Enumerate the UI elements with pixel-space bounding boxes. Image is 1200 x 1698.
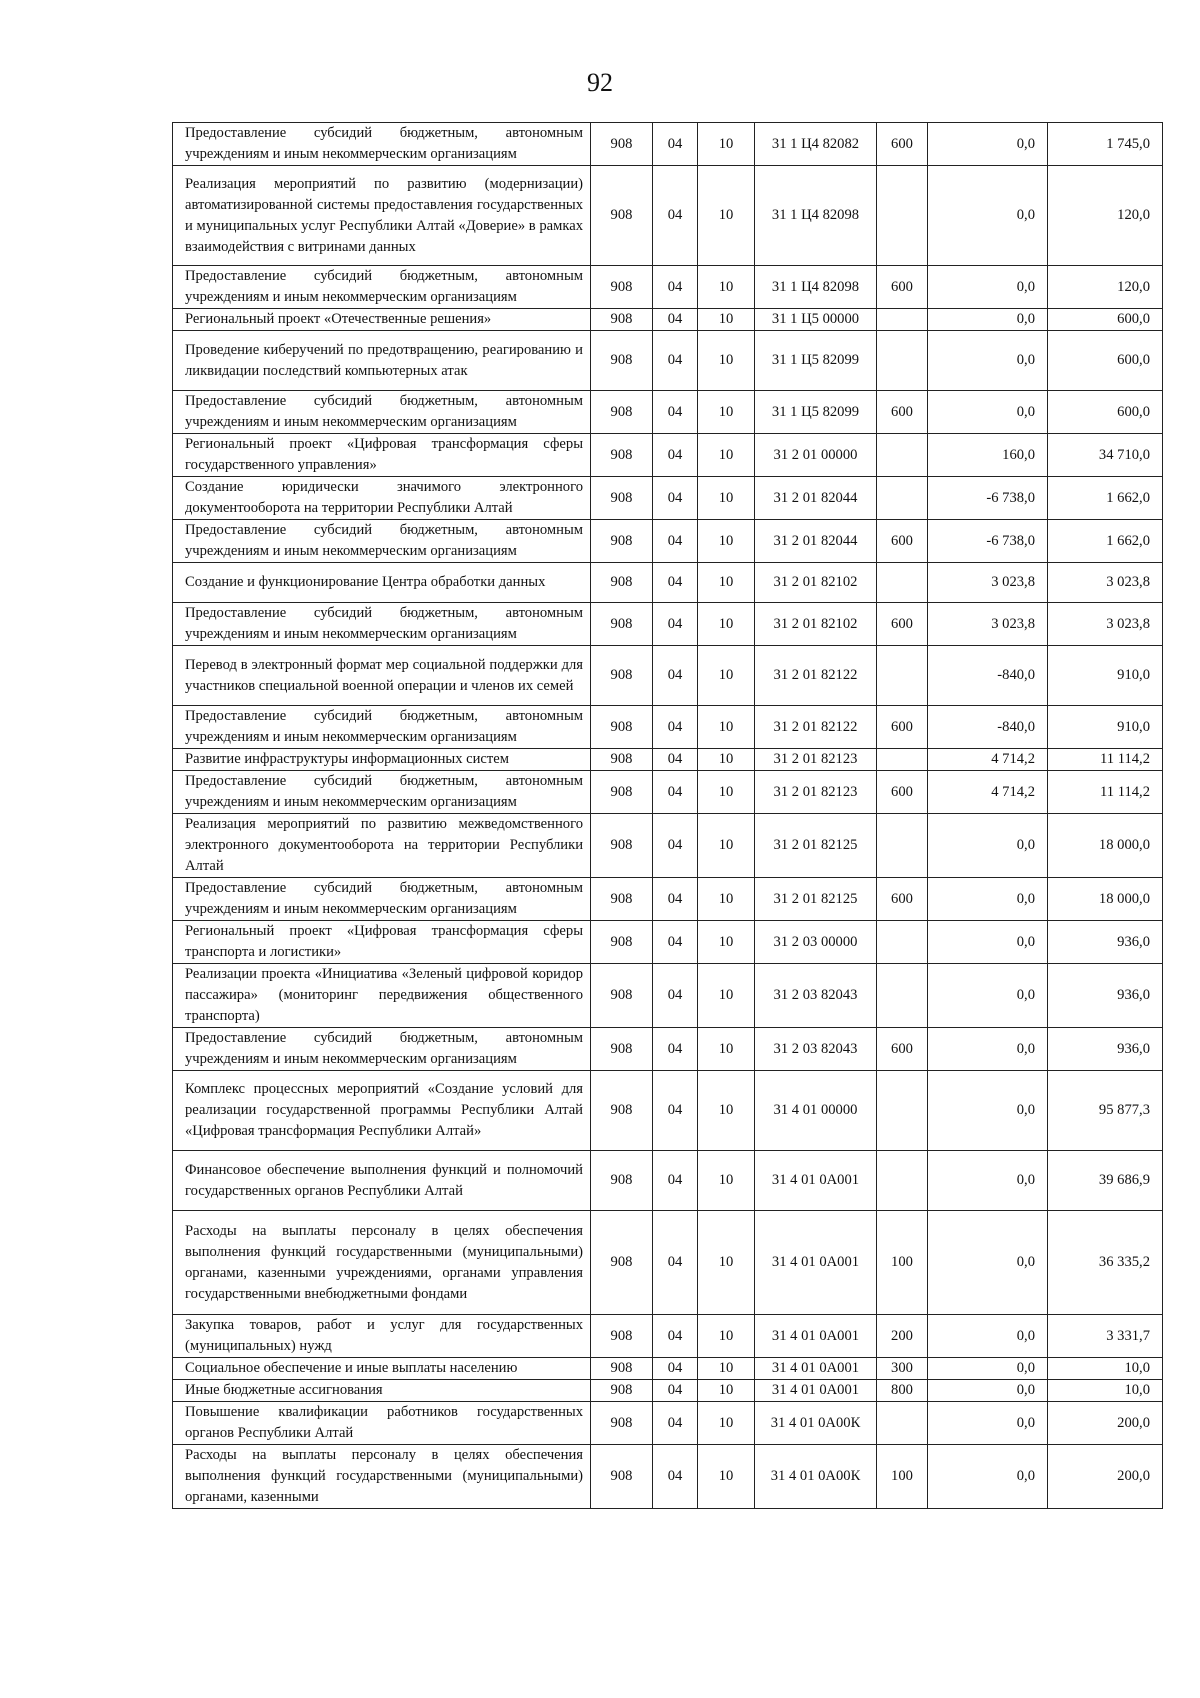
subsection-code-cell: 10 bbox=[698, 477, 755, 520]
ministry-code-cell: 908 bbox=[591, 309, 653, 331]
subsection-code-cell: 10 bbox=[698, 1028, 755, 1071]
target-article-cell: 31 1 Ц5 82099 bbox=[755, 331, 877, 391]
target-article-cell: 31 1 Ц4 82082 bbox=[755, 123, 877, 166]
section-code-cell: 04 bbox=[653, 1445, 698, 1509]
target-article-cell: 31 2 01 82123 bbox=[755, 749, 877, 771]
target-article-cell: 31 2 01 82123 bbox=[755, 771, 877, 814]
ministry-code-cell: 908 bbox=[591, 878, 653, 921]
row-name-cell: Предоставление субсидий бюджетным, автономным учреждениям и иным некоммерческим организациям bbox=[173, 706, 591, 749]
page-number: 92 bbox=[587, 68, 613, 97]
row-name-cell: Повышение квалификации работников государственных органов Республики Алтай bbox=[173, 1402, 591, 1445]
ministry-code-cell: 908 bbox=[591, 166, 653, 266]
row-name-cell: Предоставление субсидий бюджетным, автономным учреждениям и иным некоммерческим организациям bbox=[173, 520, 591, 563]
table-row bbox=[173, 331, 1163, 391]
table-row bbox=[173, 434, 1163, 477]
ministry-code-cell: 908 bbox=[591, 814, 653, 878]
amount-change-cell: 0,0 bbox=[928, 1315, 1048, 1358]
target-article-cell: 31 2 01 82044 bbox=[755, 477, 877, 520]
ministry-code-cell: 908 bbox=[591, 603, 653, 646]
row-name-cell: Предоставление субсидий бюджетным, автономным учреждениям и иным некоммерческим организациям bbox=[173, 603, 591, 646]
target-article-cell: 31 1 Ц4 82098 bbox=[755, 266, 877, 309]
amount-total-cell: 10,0 bbox=[1048, 1380, 1163, 1402]
table-row bbox=[173, 603, 1163, 646]
ministry-code-cell: 908 bbox=[591, 331, 653, 391]
section-code-cell: 04 bbox=[653, 1402, 698, 1445]
row-name-cell: Расходы на выплаты персоналу в целях обеспечения выполнения функций государственными (муниципальными) органами, казенными учреждениями, органами управления государственными внебюджетными фондами bbox=[173, 1211, 591, 1315]
row-name-cell: Реализация мероприятий по развитию межведомственного электронного документооборота на территории Республики Алтай bbox=[173, 814, 591, 878]
expense-type-cell: 600 bbox=[877, 706, 928, 749]
table-row bbox=[173, 964, 1163, 1028]
ministry-code-cell: 908 bbox=[591, 563, 653, 603]
target-article-cell: 31 2 01 82102 bbox=[755, 603, 877, 646]
row-name-cell: Расходы на выплаты персоналу в целях обеспечения выполнения функций государственными (муниципальными) органами, казенными bbox=[173, 1445, 591, 1509]
ministry-code-cell: 908 bbox=[591, 1071, 653, 1151]
expense-type-cell: 600 bbox=[877, 603, 928, 646]
amount-total-cell: 910,0 bbox=[1048, 706, 1163, 749]
target-article-cell: 31 2 01 82122 bbox=[755, 706, 877, 749]
table-row bbox=[173, 1380, 1163, 1402]
amount-change-cell: 0,0 bbox=[928, 331, 1048, 391]
target-article-cell: 31 2 03 82043 bbox=[755, 1028, 877, 1071]
subsection-code-cell: 10 bbox=[698, 749, 755, 771]
expense-type-cell bbox=[877, 749, 928, 771]
expense-type-cell: 100 bbox=[877, 1211, 928, 1315]
amount-change-cell: 0,0 bbox=[928, 878, 1048, 921]
section-code-cell: 04 bbox=[653, 814, 698, 878]
row-name-cell: Региональный проект «Цифровая трансформация сферы транспорта и логистики» bbox=[173, 921, 591, 964]
row-name-cell: Предоставление субсидий бюджетным, автономным учреждениям и иным некоммерческим организациям bbox=[173, 1028, 591, 1071]
expense-type-cell bbox=[877, 964, 928, 1028]
expense-type-cell: 600 bbox=[877, 266, 928, 309]
subsection-code-cell: 10 bbox=[698, 706, 755, 749]
target-article-cell: 31 4 01 0А001 bbox=[755, 1315, 877, 1358]
amount-total-cell: 1 662,0 bbox=[1048, 477, 1163, 520]
subsection-code-cell: 10 bbox=[698, 123, 755, 166]
amount-change-cell: -6 738,0 bbox=[928, 477, 1048, 520]
amount-change-cell: 0,0 bbox=[928, 309, 1048, 331]
section-code-cell: 04 bbox=[653, 964, 698, 1028]
row-name-cell: Региональный проект «Отечественные решения» bbox=[173, 309, 591, 331]
expense-type-cell bbox=[877, 814, 928, 878]
amount-total-cell: 200,0 bbox=[1048, 1402, 1163, 1445]
section-code-cell: 04 bbox=[653, 331, 698, 391]
section-code-cell: 04 bbox=[653, 434, 698, 477]
amount-change-cell: 0,0 bbox=[928, 1151, 1048, 1211]
section-code-cell: 04 bbox=[653, 1315, 698, 1358]
amount-change-cell: 0,0 bbox=[928, 1445, 1048, 1509]
amount-change-cell: 0,0 bbox=[928, 166, 1048, 266]
subsection-code-cell: 10 bbox=[698, 1445, 755, 1509]
expense-type-cell: 300 bbox=[877, 1358, 928, 1380]
amount-change-cell: 0,0 bbox=[928, 1028, 1048, 1071]
subsection-code-cell: 10 bbox=[698, 1315, 755, 1358]
section-code-cell: 04 bbox=[653, 166, 698, 266]
table-row bbox=[173, 1028, 1163, 1071]
target-article-cell: 31 2 01 00000 bbox=[755, 434, 877, 477]
row-name-cell: Комплекс процессных мероприятий «Создание условий для реализации государственной программы Республики Алтай «Цифровая трансформация Республики Алтай» bbox=[173, 1071, 591, 1151]
amount-total-cell: 600,0 bbox=[1048, 309, 1163, 331]
subsection-code-cell: 10 bbox=[698, 964, 755, 1028]
row-name-cell: Реализации проекта «Инициатива «Зеленый цифровой коридор пассажира» (мониторинг передвижения общественного транспорта) bbox=[173, 964, 591, 1028]
row-name-cell: Развитие инфраструктуры информационных систем bbox=[173, 749, 591, 771]
subsection-code-cell: 10 bbox=[698, 646, 755, 706]
amount-change-cell: -840,0 bbox=[928, 646, 1048, 706]
target-article-cell: 31 4 01 0А001 bbox=[755, 1151, 877, 1211]
table-row bbox=[173, 563, 1163, 603]
target-article-cell: 31 4 01 0А001 bbox=[755, 1358, 877, 1380]
budget-table bbox=[172, 122, 1163, 1509]
row-name-cell: Создание юридически значимого электронного документооборота на территории Республики Алтай bbox=[173, 477, 591, 520]
target-article-cell: 31 4 01 0А00К bbox=[755, 1402, 877, 1445]
ministry-code-cell: 908 bbox=[591, 964, 653, 1028]
expense-type-cell bbox=[877, 1151, 928, 1211]
table-row bbox=[173, 123, 1163, 166]
ministry-code-cell: 908 bbox=[591, 921, 653, 964]
expense-type-cell: 200 bbox=[877, 1315, 928, 1358]
table-row bbox=[173, 921, 1163, 964]
table-row bbox=[173, 646, 1163, 706]
table-row bbox=[173, 814, 1163, 878]
row-name-cell: Региональный проект «Цифровая трансформация сферы государственного управления» bbox=[173, 434, 591, 477]
section-code-cell: 04 bbox=[653, 1358, 698, 1380]
amount-total-cell: 600,0 bbox=[1048, 391, 1163, 434]
row-name-cell: Финансовое обеспечение выполнения функций и полномочий государственных органов Республики Алтай bbox=[173, 1151, 591, 1211]
table-row bbox=[173, 749, 1163, 771]
section-code-cell: 04 bbox=[653, 749, 698, 771]
table-row bbox=[173, 520, 1163, 563]
section-code-cell: 04 bbox=[653, 771, 698, 814]
table-row bbox=[173, 166, 1163, 266]
section-code-cell: 04 bbox=[653, 706, 698, 749]
expense-type-cell bbox=[877, 563, 928, 603]
ministry-code-cell: 908 bbox=[591, 1211, 653, 1315]
subsection-code-cell: 10 bbox=[698, 1358, 755, 1380]
section-code-cell: 04 bbox=[653, 603, 698, 646]
row-name-cell: Предоставление субсидий бюджетным, автономным учреждениям и иным некоммерческим организациям bbox=[173, 123, 591, 166]
expense-type-cell bbox=[877, 434, 928, 477]
section-code-cell: 04 bbox=[653, 309, 698, 331]
target-article-cell: 31 1 Ц5 00000 bbox=[755, 309, 877, 331]
table-row bbox=[173, 1211, 1163, 1315]
amount-change-cell: 0,0 bbox=[928, 1071, 1048, 1151]
amount-total-cell: 120,0 bbox=[1048, 166, 1163, 266]
ministry-code-cell: 908 bbox=[591, 1402, 653, 1445]
amount-total-cell: 936,0 bbox=[1048, 964, 1163, 1028]
amount-total-cell: 200,0 bbox=[1048, 1445, 1163, 1509]
table-row bbox=[173, 1315, 1163, 1358]
table-row bbox=[173, 266, 1163, 309]
amount-total-cell: 18 000,0 bbox=[1048, 814, 1163, 878]
subsection-code-cell: 10 bbox=[698, 434, 755, 477]
expense-type-cell bbox=[877, 646, 928, 706]
amount-change-cell: 0,0 bbox=[928, 391, 1048, 434]
amount-change-cell: -840,0 bbox=[928, 706, 1048, 749]
section-code-cell: 04 bbox=[653, 477, 698, 520]
expense-type-cell bbox=[877, 1402, 928, 1445]
subsection-code-cell: 10 bbox=[698, 309, 755, 331]
subsection-code-cell: 10 bbox=[698, 921, 755, 964]
amount-total-cell: 36 335,2 bbox=[1048, 1211, 1163, 1315]
row-name-cell: Предоставление субсидий бюджетным, автономным учреждениям и иным некоммерческим организациям bbox=[173, 771, 591, 814]
amount-total-cell: 11 114,2 bbox=[1048, 771, 1163, 814]
section-code-cell: 04 bbox=[653, 520, 698, 563]
target-article-cell: 31 2 03 00000 bbox=[755, 921, 877, 964]
amount-total-cell: 10,0 bbox=[1048, 1358, 1163, 1380]
expense-type-cell bbox=[877, 1071, 928, 1151]
expense-type-cell: 600 bbox=[877, 520, 928, 563]
table-row bbox=[173, 309, 1163, 331]
table-row bbox=[173, 1358, 1163, 1380]
expense-type-cell bbox=[877, 309, 928, 331]
target-article-cell: 31 4 01 00000 bbox=[755, 1071, 877, 1151]
target-article-cell: 31 2 01 82044 bbox=[755, 520, 877, 563]
expense-type-cell bbox=[877, 166, 928, 266]
section-code-cell: 04 bbox=[653, 1071, 698, 1151]
table-row bbox=[173, 878, 1163, 921]
target-article-cell: 31 4 01 0А001 bbox=[755, 1380, 877, 1402]
subsection-code-cell: 10 bbox=[698, 520, 755, 563]
amount-change-cell: 160,0 bbox=[928, 434, 1048, 477]
amount-change-cell: 4 714,2 bbox=[928, 749, 1048, 771]
section-code-cell: 04 bbox=[653, 1028, 698, 1071]
amount-change-cell: 0,0 bbox=[928, 964, 1048, 1028]
section-code-cell: 04 bbox=[653, 123, 698, 166]
subsection-code-cell: 10 bbox=[698, 878, 755, 921]
amount-change-cell: 0,0 bbox=[928, 123, 1048, 166]
ministry-code-cell: 908 bbox=[591, 434, 653, 477]
target-article-cell: 31 2 03 82043 bbox=[755, 964, 877, 1028]
section-code-cell: 04 bbox=[653, 1211, 698, 1315]
amount-change-cell: 0,0 bbox=[928, 1402, 1048, 1445]
table-row bbox=[173, 477, 1163, 520]
row-name-cell: Иные бюджетные ассигнования bbox=[173, 1380, 591, 1402]
table-row bbox=[173, 1151, 1163, 1211]
ministry-code-cell: 908 bbox=[591, 123, 653, 166]
amount-total-cell: 3 331,7 bbox=[1048, 1315, 1163, 1358]
section-code-cell: 04 bbox=[653, 266, 698, 309]
subsection-code-cell: 10 bbox=[698, 1402, 755, 1445]
expense-type-cell: 600 bbox=[877, 771, 928, 814]
table-row bbox=[173, 391, 1163, 434]
amount-total-cell: 1 662,0 bbox=[1048, 520, 1163, 563]
ministry-code-cell: 908 bbox=[591, 1380, 653, 1402]
target-article-cell: 31 1 Ц5 82099 bbox=[755, 391, 877, 434]
amount-total-cell: 39 686,9 bbox=[1048, 1151, 1163, 1211]
expense-type-cell: 600 bbox=[877, 878, 928, 921]
subsection-code-cell: 10 bbox=[698, 331, 755, 391]
amount-total-cell: 1 745,0 bbox=[1048, 123, 1163, 166]
row-name-cell: Создание и функционирование Центра обработки данных bbox=[173, 563, 591, 603]
expense-type-cell: 600 bbox=[877, 391, 928, 434]
ministry-code-cell: 908 bbox=[591, 706, 653, 749]
amount-change-cell: 0,0 bbox=[928, 921, 1048, 964]
amount-change-cell: 0,0 bbox=[928, 814, 1048, 878]
amount-total-cell: 95 877,3 bbox=[1048, 1071, 1163, 1151]
row-name-cell: Реализация мероприятий по развитию (модернизации) автоматизированной системы предоставления государственных и муниципальных услуг Республики Алтай «Доверие» в рамках взаимодействия с витринами данных bbox=[173, 166, 591, 266]
ministry-code-cell: 908 bbox=[591, 1315, 653, 1358]
amount-total-cell: 600,0 bbox=[1048, 331, 1163, 391]
row-name-cell: Социальное обеспечение и иные выплаты населению bbox=[173, 1358, 591, 1380]
target-article-cell: 31 2 01 82125 bbox=[755, 878, 877, 921]
amount-total-cell: 910,0 bbox=[1048, 646, 1163, 706]
row-name-cell: Закупка товаров, работ и услуг для государственных (муниципальных) нужд bbox=[173, 1315, 591, 1358]
amount-total-cell: 34 710,0 bbox=[1048, 434, 1163, 477]
ministry-code-cell: 908 bbox=[591, 1151, 653, 1211]
section-code-cell: 04 bbox=[653, 1151, 698, 1211]
amount-change-cell: 4 714,2 bbox=[928, 771, 1048, 814]
section-code-cell: 04 bbox=[653, 646, 698, 706]
ministry-code-cell: 908 bbox=[591, 477, 653, 520]
target-article-cell: 31 4 01 0А00К bbox=[755, 1445, 877, 1509]
ministry-code-cell: 908 bbox=[591, 1028, 653, 1071]
subsection-code-cell: 10 bbox=[698, 266, 755, 309]
subsection-code-cell: 10 bbox=[698, 1211, 755, 1315]
subsection-code-cell: 10 bbox=[698, 563, 755, 603]
table-row bbox=[173, 771, 1163, 814]
subsection-code-cell: 10 bbox=[698, 166, 755, 266]
target-article-cell: 31 2 01 82125 bbox=[755, 814, 877, 878]
row-name-cell: Предоставление субсидий бюджетным, автономным учреждениям и иным некоммерческим организациям bbox=[173, 878, 591, 921]
table-row bbox=[173, 706, 1163, 749]
subsection-code-cell: 10 bbox=[698, 1071, 755, 1151]
target-article-cell: 31 2 01 82122 bbox=[755, 646, 877, 706]
subsection-code-cell: 10 bbox=[698, 391, 755, 434]
subsection-code-cell: 10 bbox=[698, 771, 755, 814]
amount-total-cell: 3 023,8 bbox=[1048, 563, 1163, 603]
amount-change-cell: -6 738,0 bbox=[928, 520, 1048, 563]
subsection-code-cell: 10 bbox=[698, 814, 755, 878]
subsection-code-cell: 10 bbox=[698, 1151, 755, 1211]
amount-change-cell: 3 023,8 bbox=[928, 603, 1048, 646]
table-row bbox=[173, 1445, 1163, 1509]
ministry-code-cell: 908 bbox=[591, 520, 653, 563]
expense-type-cell: 600 bbox=[877, 1028, 928, 1071]
amount-change-cell: 0,0 bbox=[928, 1211, 1048, 1315]
amount-total-cell: 120,0 bbox=[1048, 266, 1163, 309]
row-name-cell: Проведение киберучений по предотвращению, реагированию и ликвидации последствий компьютерных атак bbox=[173, 331, 591, 391]
amount-total-cell: 3 023,8 bbox=[1048, 603, 1163, 646]
ministry-code-cell: 908 bbox=[591, 1445, 653, 1509]
amount-change-cell: 0,0 bbox=[928, 1358, 1048, 1380]
target-article-cell: 31 4 01 0А001 bbox=[755, 1211, 877, 1315]
amount-total-cell: 936,0 bbox=[1048, 921, 1163, 964]
amount-change-cell: 3 023,8 bbox=[928, 563, 1048, 603]
ministry-code-cell: 908 bbox=[591, 771, 653, 814]
row-name-cell: Предоставление субсидий бюджетным, автономным учреждениям и иным некоммерческим организациям bbox=[173, 391, 591, 434]
amount-change-cell: 0,0 bbox=[928, 266, 1048, 309]
amount-total-cell: 11 114,2 bbox=[1048, 749, 1163, 771]
ministry-code-cell: 908 bbox=[591, 749, 653, 771]
section-code-cell: 04 bbox=[653, 878, 698, 921]
section-code-cell: 04 bbox=[653, 391, 698, 434]
budget-table-body bbox=[173, 123, 1163, 1509]
row-name-cell: Перевод в электронный формат мер социальной поддержки для участников специальной военной операции и членов их семей bbox=[173, 646, 591, 706]
amount-change-cell: 0,0 bbox=[928, 1380, 1048, 1402]
expense-type-cell bbox=[877, 921, 928, 964]
ministry-code-cell: 908 bbox=[591, 266, 653, 309]
amount-total-cell: 18 000,0 bbox=[1048, 878, 1163, 921]
section-code-cell: 04 bbox=[653, 563, 698, 603]
subsection-code-cell: 10 bbox=[698, 603, 755, 646]
section-code-cell: 04 bbox=[653, 921, 698, 964]
section-code-cell: 04 bbox=[653, 1380, 698, 1402]
expense-type-cell: 800 bbox=[877, 1380, 928, 1402]
expense-type-cell bbox=[877, 331, 928, 391]
table-row bbox=[173, 1071, 1163, 1151]
row-name-cell: Предоставление субсидий бюджетным, автономным учреждениям и иным некоммерческим организациям bbox=[173, 266, 591, 309]
ministry-code-cell: 908 bbox=[591, 1358, 653, 1380]
ministry-code-cell: 908 bbox=[591, 646, 653, 706]
expense-type-cell: 600 bbox=[877, 123, 928, 166]
expense-type-cell: 100 bbox=[877, 1445, 928, 1509]
expense-type-cell bbox=[877, 477, 928, 520]
subsection-code-cell: 10 bbox=[698, 1380, 755, 1402]
table-row bbox=[173, 1402, 1163, 1445]
target-article-cell: 31 2 01 82102 bbox=[755, 563, 877, 603]
amount-total-cell: 936,0 bbox=[1048, 1028, 1163, 1071]
target-article-cell: 31 1 Ц4 82098 bbox=[755, 166, 877, 266]
ministry-code-cell: 908 bbox=[591, 391, 653, 434]
